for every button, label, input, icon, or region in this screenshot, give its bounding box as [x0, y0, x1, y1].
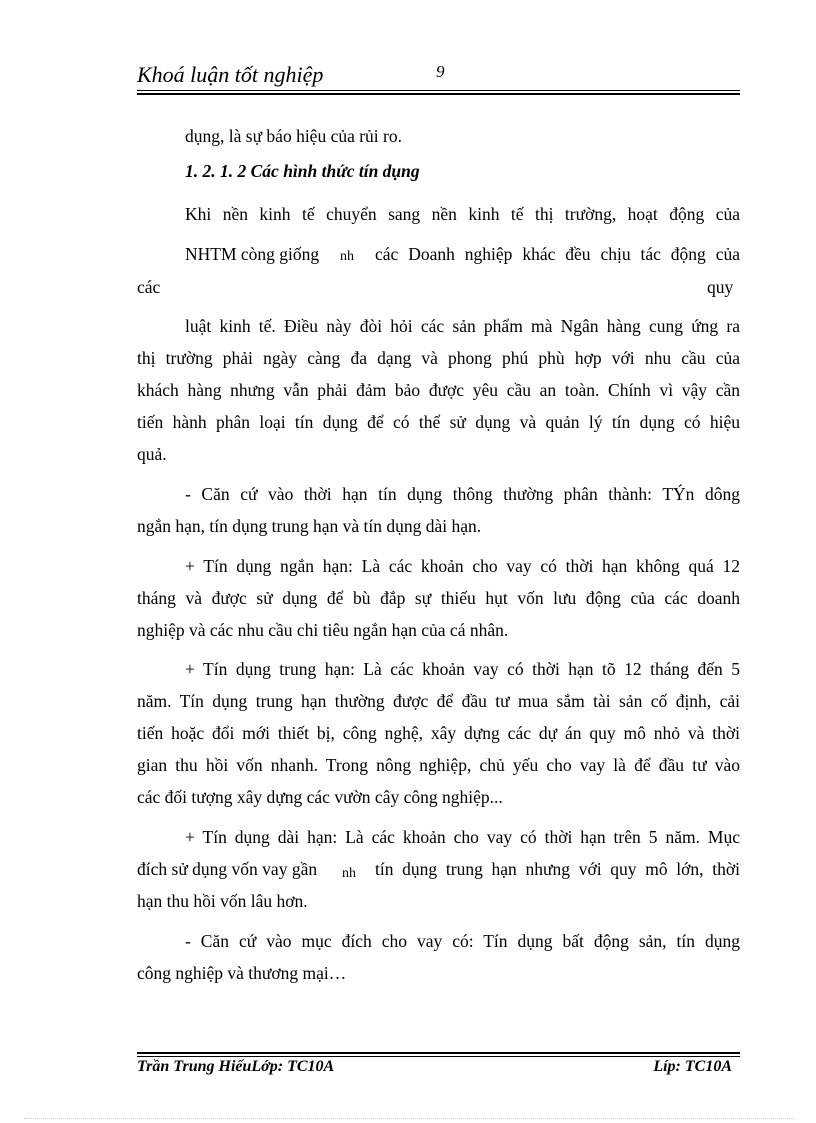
body-line: tín dụng trung hạn nhưng với quy mô lớn, thời [375, 859, 740, 879]
page-number: 9 [436, 62, 445, 81]
header-rule-thick [137, 93, 740, 95]
body-line: tiến hành phân loại tín dụng để có thể sử dụng và quản lý tín dụng có hiệu [137, 412, 740, 432]
body-line: dụng, là sự báo hiệu của rủi ro. [185, 126, 402, 146]
body-line: ngắn hạn, tín dụng trung hạn và tín dụng dài hạn. [137, 516, 482, 536]
footer-rule [137, 1056, 740, 1057]
body-fragment: nh [340, 249, 354, 264]
header-title: Khoá luận tốt nghiệp [137, 62, 324, 87]
body-line: thị trường phải ngày càng đa dạng và phong phú phù hợp với nhu cầu của [137, 348, 740, 368]
body-line: các Doanh nghiệp khác đều chịu tác động của [375, 244, 740, 264]
body-line: năm. Tín dụng trung hạn thường được để đầu tư mua sắm tài sản cố định, cải [137, 691, 740, 711]
body-line: hạn thu hồi vốn lâu hơn. [137, 891, 308, 911]
body-line: nghiệp và các nhu cầu chi tiêu ngắn hạn của cá nhân. [137, 620, 509, 640]
body-line: Khi nền kinh tế chuyển sang nền kinh tế thị trường, hoạt động của [185, 204, 740, 224]
section-heading: 1. 2. 1. 2 Các hình thức tín dụng [185, 161, 420, 181]
body-line: đích sử dụng vốn vay gần [137, 859, 318, 879]
body-line: luật kinh tế. Điều này đòi hỏi các sản phẩm mà Ngân hàng cung ứng ra [185, 316, 740, 336]
body-line: tiến hoặc đổi mới thiết bị, công nghệ, xây dựng các dự án quy mô nhỏ và thời [137, 723, 740, 743]
body-line: các đối tượng xây dựng các vườn cây công nghiệp... [137, 787, 503, 807]
body-line: khách hàng nhưng vẫn phải đảm bảo được yêu cầu an toàn. Chính vì vậy cần [137, 380, 740, 400]
body-line: tháng và được sử dụng để bù đắp sự thiếu hụt vốn lưu động của các doanh [137, 588, 740, 608]
body-line: quả. [137, 444, 167, 464]
body-line: gian thu hồi vốn nhanh. Trong nông nghiệp, chủ yếu cho vay là để đầu tư vào [137, 755, 740, 775]
body-line: + Tín dụng ngắn hạn: Là các khoản cho vay có thời hạn không quá 12 [185, 556, 740, 576]
body-line: + Tín dụng dài hạn: Là các khoản cho vay có thời hạn trên 5 năm. Mục [185, 827, 740, 847]
footer-class: Líp: TC10A [653, 1058, 732, 1075]
body-line: quy [707, 277, 734, 297]
footer-author-class: Trần Trung HiếuLớp: TC10A [137, 1058, 335, 1075]
body-line: - Căn cứ vào thời hạn tín dụng thông thường phân thành: TÝn dông [185, 484, 740, 504]
page-edge-divider [24, 1118, 794, 1119]
footer-rule-thick [137, 1052, 740, 1054]
body-line: NHTM còng giống [185, 244, 320, 264]
body-fragment: nh [342, 866, 356, 881]
body-line: + Tín dụng trung hạn: Là các khoản vay có thời hạn tõ 12 tháng đến 5 [185, 659, 740, 679]
body-line: các [137, 277, 161, 297]
body-line: - Căn cứ vào mục đích cho vay có: Tín dụng bất động sản, tín dụng [185, 931, 740, 951]
body-line: công nghiệp và thương mại… [137, 963, 347, 983]
header-rule [137, 90, 740, 91]
